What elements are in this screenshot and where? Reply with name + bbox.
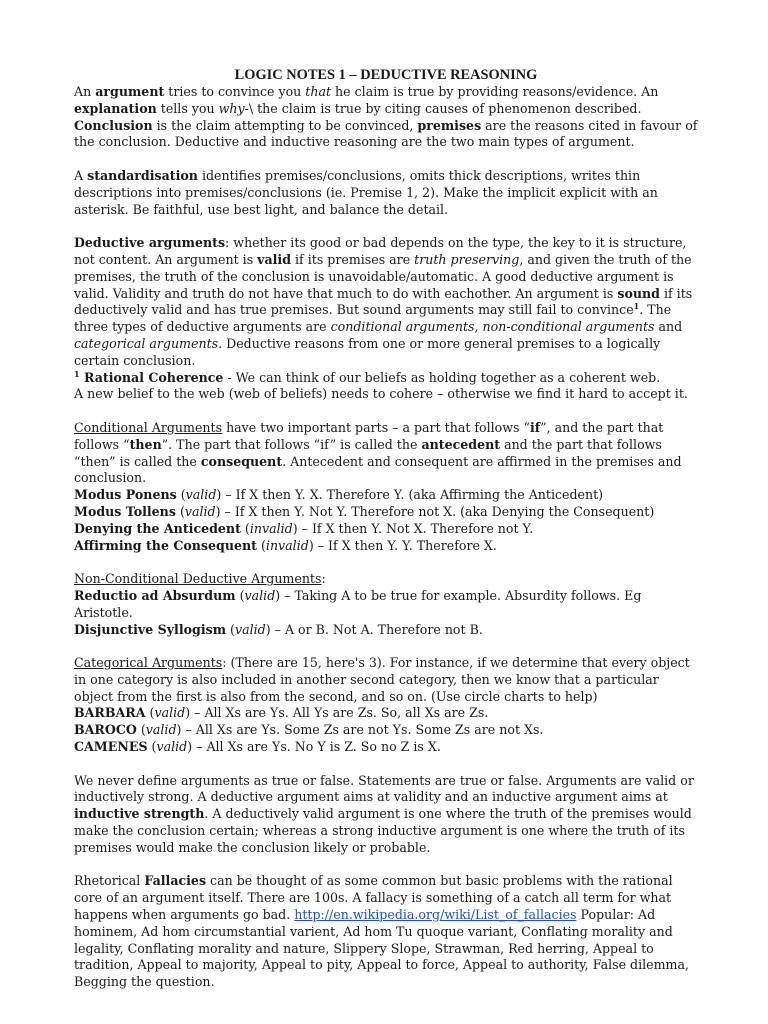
argument-row xyxy=(74,588,698,622)
categorical-paragraph xyxy=(74,655,698,705)
footnote-number: 1 xyxy=(74,368,80,379)
text: ( xyxy=(136,722,146,738)
text: . Deductive reasons from one or more general premises to a logically certain conclusion. xyxy=(74,335,661,368)
argument-row xyxy=(74,622,698,639)
argument-name: Affirming the Consequent xyxy=(74,537,257,553)
validity-label: valid xyxy=(156,739,188,755)
text: ) – xyxy=(308,537,329,553)
argument-form: All Xs are Ys. All Ys are Zs. So, all Xs are Zs. xyxy=(204,705,489,721)
term-inductive-strength: inductive strength xyxy=(74,806,205,822)
text: : xyxy=(321,571,326,587)
text: can be thought of as some common but basic problems with the rational core of an argument itself. There are 100s. A fallacy is something of a catch all term for what happens when arguments go bad. xyxy=(74,873,673,923)
term-deductive-arguments: Deductive arguments xyxy=(74,235,226,251)
text: that xyxy=(305,84,332,99)
section-heading-nonconditional: Non-Conditional Deductive Arguments xyxy=(74,571,322,587)
footnote xyxy=(74,370,698,404)
text: A new belief to the web (web of beliefs) needs to cohere – otherwise we find it hard to accept it. xyxy=(74,386,688,402)
text: why xyxy=(218,100,245,116)
term-explanation: explanation xyxy=(74,100,157,116)
text: ( xyxy=(176,487,186,503)
argument-name: Denying the Anticedent xyxy=(74,520,241,536)
term-conclusion: Conclusion xyxy=(74,117,153,133)
fallacies-paragraph xyxy=(74,873,698,991)
text: , and given the truth of the premises, the truth of the conclusion is unavoidable/automatic. A good deductive argument is valid. Validity and truth do not have that much to do with eachother. An argument is xyxy=(74,251,692,301)
text: identifies premises/conclusions, omits thick descriptions, writes thin descriptions into premises/conclusions (ie. Premise 1, 2). Make the implicit explicit with an asterisk. Be faithful, use best light, and balance the detail. xyxy=(74,167,658,217)
text: ( xyxy=(147,739,157,755)
argument-form: If X then Y. X. Therefore Y. (aka Affirming the Anticedent) xyxy=(235,487,604,503)
argument-form: A or B. Not A. Therefore not B. xyxy=(284,621,483,637)
term-premises: premises xyxy=(417,117,482,133)
text: ) – xyxy=(187,739,207,755)
text: if its deductively valid and has true premises. But sound arguments may still fail to convince xyxy=(74,285,693,318)
term-argument: argument xyxy=(95,84,165,99)
text: ( xyxy=(145,705,155,721)
argument-name: Modus Tollens xyxy=(74,503,176,519)
argument-name: BAROCO xyxy=(74,722,137,738)
text: is the claim attempting to be convinced, xyxy=(152,117,418,133)
argument-row xyxy=(74,538,698,555)
text: We never define arguments as true or false. Statements are true or false. Arguments are valid or inductively strong. A deductive argument aims at validity and an inductive argument aims at xyxy=(74,772,694,805)
text: ”, and the part that follows “ xyxy=(74,419,664,452)
text: ”. The part that follows “if” is called the xyxy=(161,436,422,452)
term-valid: valid xyxy=(257,251,292,267)
argument-name: Reductio ad Absurdum xyxy=(74,587,236,603)
argument-form: If X then Y. Not Y. Therefore not X. (aka Denying the Consequent) xyxy=(234,503,655,519)
text: ) – xyxy=(292,520,312,536)
validity-label: valid xyxy=(184,503,216,519)
text: conditional arguments, non-conditional arguments xyxy=(330,319,655,335)
argument-name: Disjunctive Syllogism xyxy=(74,621,227,637)
term-antecedent: antecedent xyxy=(421,436,501,452)
nonconditional-heading-line xyxy=(74,571,698,588)
text: ( xyxy=(226,621,235,637)
text: if xyxy=(529,419,541,435)
text: . A deductively valid argument is one where the truth of the premises would make the conclusion certain; whereas a strong inductive argument is one where the truth of its premises would make the conclusion likely or probable. xyxy=(74,806,692,855)
standardisation-paragraph xyxy=(74,168,698,218)
fallacies-link[interactable]: http://en.wikipedia.org/wiki/List_of_fallacies xyxy=(294,907,577,923)
text: and the part that follows “then” is called the xyxy=(74,436,662,469)
argument-row xyxy=(74,705,698,722)
text: ( xyxy=(240,520,250,536)
validity-label: invalid xyxy=(265,537,309,553)
conditional-paragraph xyxy=(74,420,698,487)
text: - We can think of our beliefs as holding together as a coherent web. xyxy=(223,369,661,385)
argument-row xyxy=(74,521,698,538)
text: if its premises are xyxy=(291,251,415,267)
footnote-label: Rational Coherence xyxy=(79,369,224,385)
text: then xyxy=(129,436,162,452)
argument-form: All Xs are Ys. Some Zs are not Ys. Some Zs are not Xs. xyxy=(195,722,544,738)
text: have two important parts – a part that follows “ xyxy=(222,419,530,435)
term-sound: sound xyxy=(617,285,660,301)
text: ( xyxy=(235,587,245,603)
text: categorical arguments xyxy=(74,335,219,351)
text: ) – xyxy=(215,503,235,519)
text: ) – xyxy=(176,722,196,738)
term-standardisation: standardisation xyxy=(87,167,198,183)
text: tells you xyxy=(156,100,219,116)
term-consequent: consequent xyxy=(200,453,283,469)
text: . The three types of deductive arguments are xyxy=(74,302,672,335)
text: he claim is true by providing reasons/evidence. An xyxy=(331,84,659,99)
text: -\ the claim is true by citing causes of phenomenon described. xyxy=(244,100,642,116)
argument-row xyxy=(74,504,698,521)
text: and xyxy=(654,319,683,335)
validity-label: valid xyxy=(145,722,177,738)
text: ( xyxy=(175,503,185,519)
text: : (There are 15, here's 3). For instance, if we determine that every object in one category is also included in another second category, then we know that a particular object from the first is also from the second, and so on. (Use circle charts to help) xyxy=(74,655,690,704)
text: . Antecedent and consequent are affirmed in the premises and conclusion. xyxy=(74,453,682,486)
text: ) – xyxy=(265,621,285,637)
text: ) – xyxy=(216,487,236,503)
section-heading-conditional: Conditional Arguments xyxy=(74,419,223,435)
argument-name: CAMENES xyxy=(74,739,148,755)
term-fallacies: Fallacies xyxy=(144,873,207,889)
page-title: LOGIC NOTES 1 – DEDUCTIVE REASONING xyxy=(234,67,538,83)
truth-paragraph xyxy=(74,773,698,857)
text: are the reasons cited in favour of the conclusion. Deductive and inductive reasoning are the two main types of argument. xyxy=(74,117,698,150)
argument-row xyxy=(74,722,698,739)
intro-paragraph xyxy=(74,84,698,151)
argument-row xyxy=(74,739,698,756)
argument-name: BARBARA xyxy=(74,705,146,721)
argument-form: If X then Y. Not X. Therefore not Y. xyxy=(311,520,534,536)
validity-label: valid xyxy=(154,705,186,721)
argument-row xyxy=(74,487,698,504)
validity-label: valid xyxy=(234,621,266,637)
validity-label: valid xyxy=(185,487,217,503)
text: ) – xyxy=(275,587,295,603)
deductive-paragraph xyxy=(74,235,698,369)
text: truth preserving xyxy=(414,251,520,267)
text: Popular: Ad hominem, Ad hom circumstantial varient, Ad hom Tu quoque variant, Conflating morality and legality, Conflating morality and nature, Slippery Slope, Strawman, Red herring, Appeal to tradition, Appeal to majority, Appeal to pity, Appeal to force, Appeal to authority, False dilemma, Begging the question. xyxy=(74,907,689,990)
text: Rhetorical xyxy=(74,873,145,889)
text: : whether its good or bad depends on the type, the key to it is structure, not content. An argument is xyxy=(74,235,687,267)
text: An xyxy=(74,84,96,99)
section-heading-categorical: Categorical Arguments xyxy=(74,655,223,671)
text: tries to convince you xyxy=(164,84,306,99)
argument-name: Modus Ponens xyxy=(74,487,177,503)
argument-form: All Xs are Ys. No Y is Z. So no Z is X. xyxy=(206,739,441,755)
argument-form: Taking A to be true for example. Absurdity follows. Eg Aristotle. xyxy=(74,587,642,620)
text: ( xyxy=(257,537,266,553)
argument-form: If X then Y. Y. Therefore X. xyxy=(328,537,497,553)
validity-label: valid xyxy=(244,587,276,603)
validity-label: invalid xyxy=(249,520,293,536)
footnote-marker: 1 xyxy=(633,301,640,312)
text: A xyxy=(74,167,88,183)
text: ) – xyxy=(185,705,205,721)
